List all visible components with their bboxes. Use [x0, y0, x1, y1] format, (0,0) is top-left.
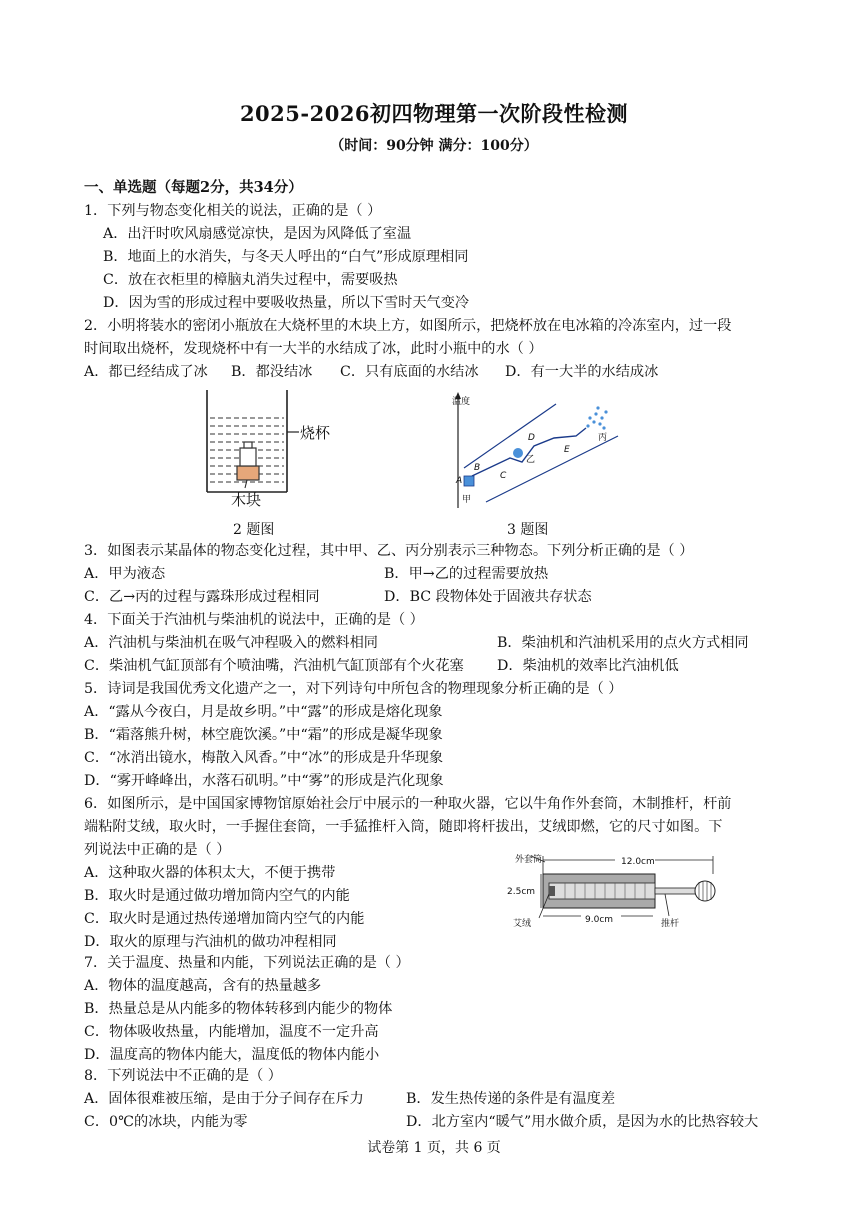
question-3-option-c: C．乙→丙的过程与露珠形成过程相同: [84, 589, 320, 605]
question-4-option-b: B．柴油机和汽油机采用的点火方式相同: [497, 635, 749, 651]
question-5-option-d: D．“雾开峰峰出，水落石矶明。”中“雾”的形成是汽化现象: [84, 773, 444, 789]
question-5-option-a: A．“露从今夜白，月是故乡明。”中“露”的形成是熔化现象: [84, 704, 443, 720]
question-6-option-c: C．取火时是通过热传递增加筒内空气的内能: [84, 911, 365, 927]
state-yi-label: 乙: [526, 455, 536, 465]
state-bing-label: 丙: [598, 433, 608, 443]
question-5-stem: 5．诗词是我国优秀文化遗产之一，对下列诗句中所包含的物理现象分析正确的是（ ）: [84, 681, 623, 697]
question-1-option-c: C．放在衣柜里的樟脑丸消失过程中，需要吸热: [103, 272, 398, 288]
point-c-label: C: [500, 471, 507, 481]
question-3-option-d: D．BC 段物体处于固液共存状态: [384, 589, 592, 605]
outer-tube-label: 外套筒: [515, 855, 543, 865]
question-6-stem-line1: 6．如图所示，是中国国家博物馆原始社会厅中展示的一种取火器，它以牛角作外套筒，木制推杆，杆前: [84, 796, 732, 812]
question-5-option-c: C．“冰消出镜水，梅散入风香。”中“冰”的形成是升华现象: [84, 750, 444, 766]
page-footer: 试卷第 1 页，共 6 页: [367, 1140, 501, 1156]
question-4-option-d: D．柴油机的效率比汽油机低: [497, 658, 679, 674]
question-7-option-d: D．温度高的物体内能大，温度低的物体内能小: [84, 1047, 380, 1063]
y-axis-label: 温度: [452, 397, 471, 407]
question-1-option-b: B．地面上的水消失，与冬天人呼出的“白气”形成原理相同: [103, 249, 469, 265]
question-4-stem: 4．下面关于汽油机与柴油机的说法中，正确的是（ ）: [84, 612, 424, 628]
question-2-option-d: D．有一大半的水结成冰: [505, 364, 659, 380]
question-7-option-b: B．热量总是从内能多的物体转移到内能少的物体: [84, 1001, 393, 1017]
question-2-option-c: C．只有底面的水结冰: [340, 364, 479, 380]
figure-2-caption: 2 题图: [233, 522, 275, 538]
question-7-option-a: A．物体的温度越高，含有的热量越多: [84, 978, 322, 994]
question-2-stem-line2: 时间取出烧杯，发现烧杯中有一大半的水结成了冰，此时小瓶中的水（ ）: [84, 341, 543, 357]
question-6-option-b: B．取火时是通过做功增加筒内空气的内能: [84, 888, 350, 904]
figure-6-fire-starter: [505, 850, 725, 932]
question-6-stem-line2: 端粘附艾绒，取火时，一手握住套筒，一手猛推杆入筒，随即将杆拔出，艾绒即燃，它的尺寸如图。下: [84, 819, 723, 835]
question-8-option-d: D．北方室内“暖气”用水做介质，是因为水的比热容较大: [406, 1114, 759, 1130]
point-d-label: D: [528, 433, 535, 443]
diameter-label: 2.5cm: [507, 887, 536, 897]
question-8-stem: 8．下列说法中不正确的是（ ）: [84, 1068, 282, 1084]
section-heading: 一、单选题（每题2分，共34分）: [84, 179, 303, 196]
question-8-option-c: C．0℃的冰块，内能为零: [84, 1114, 248, 1130]
question-8-option-a: A．固体很难被压缩，是由于分子间存在斥力: [84, 1091, 364, 1107]
question-5-option-b: B．“霜落熊升树，林空鹿饮溪。”中“霜”的形成是凝华现象: [84, 727, 443, 743]
question-3-stem: 3．如图表示某晶体的物态变化过程，其中甲、乙、丙分别表示三种物态。下列分析正确的是（ ）: [84, 543, 694, 559]
point-a-label: A: [456, 476, 463, 486]
question-6-stem-line3: 列说法中正确的是（ ）: [84, 842, 231, 858]
exam-title: 2025-2026初四物理第一次阶段性检测: [239, 101, 629, 126]
question-3-option-a: A．甲为液态: [84, 566, 166, 582]
question-6-option-d: D．取火的原理与汽油机的做功冲程相同: [84, 934, 337, 950]
question-1-stem: 1．下列与物态变化相关的说法，正确的是（ ）: [84, 203, 382, 219]
question-1-option-a: A．出汗时吹风扇感觉凉快，是因为风降低了室温: [103, 226, 412, 242]
wood-block-label: 木块: [231, 491, 262, 509]
question-1-option-d: D．因为雪的形成过程中要吸收热量，所以下雪时天气变冷: [103, 295, 470, 311]
question-6-option-a: A．这种取火器的体积太大，不便于携带: [84, 865, 336, 881]
length-inner-label: 9.0cm: [585, 915, 614, 925]
point-e-label: E: [564, 445, 570, 455]
figure-3-caption: 3 题图: [507, 522, 549, 538]
question-2-option-a: A．都已经结成了冰: [84, 364, 208, 380]
question-4-option-c: C．柴油机气缸顶部有个喷油嘴，汽油机气缸顶部有个火花塞: [84, 658, 464, 674]
beaker-label: 烧杯: [300, 424, 331, 442]
figure-2-beaker: [195, 388, 355, 513]
figure-3-state-diagram: [448, 390, 628, 512]
state-jia-label: 甲: [462, 495, 472, 505]
question-4-option-a: A．汽油机与柴油机在吸气冲程吸入的燃料相同: [84, 635, 378, 651]
question-7-option-c: C．物体吸收热量，内能增加，温度不一定升高: [84, 1024, 379, 1040]
question-3-option-b: B．甲→乙的过程需要放热: [384, 566, 549, 582]
length-total-label: 12.0cm: [621, 857, 655, 867]
exam-subtitle: （时间：90分钟 满分：100分）: [330, 138, 538, 154]
question-8-option-b: B．发生热传递的条件是有温度差: [406, 1091, 616, 1107]
question-2-option-b: B．都没结冰: [231, 364, 313, 380]
tinder-label: 艾绒: [513, 919, 532, 929]
push-rod-label: 推杆: [661, 919, 680, 929]
point-b-label: B: [474, 463, 481, 473]
question-2-stem-line1: 2．小明将装水的密闭小瓶放在大烧杯里的木块上方，如图所示，把烧杯放在电冰箱的冷冻室内，过一段: [84, 318, 732, 334]
question-7-stem: 7．关于温度、热量和内能，下列说法正确的是（ ）: [84, 955, 410, 971]
